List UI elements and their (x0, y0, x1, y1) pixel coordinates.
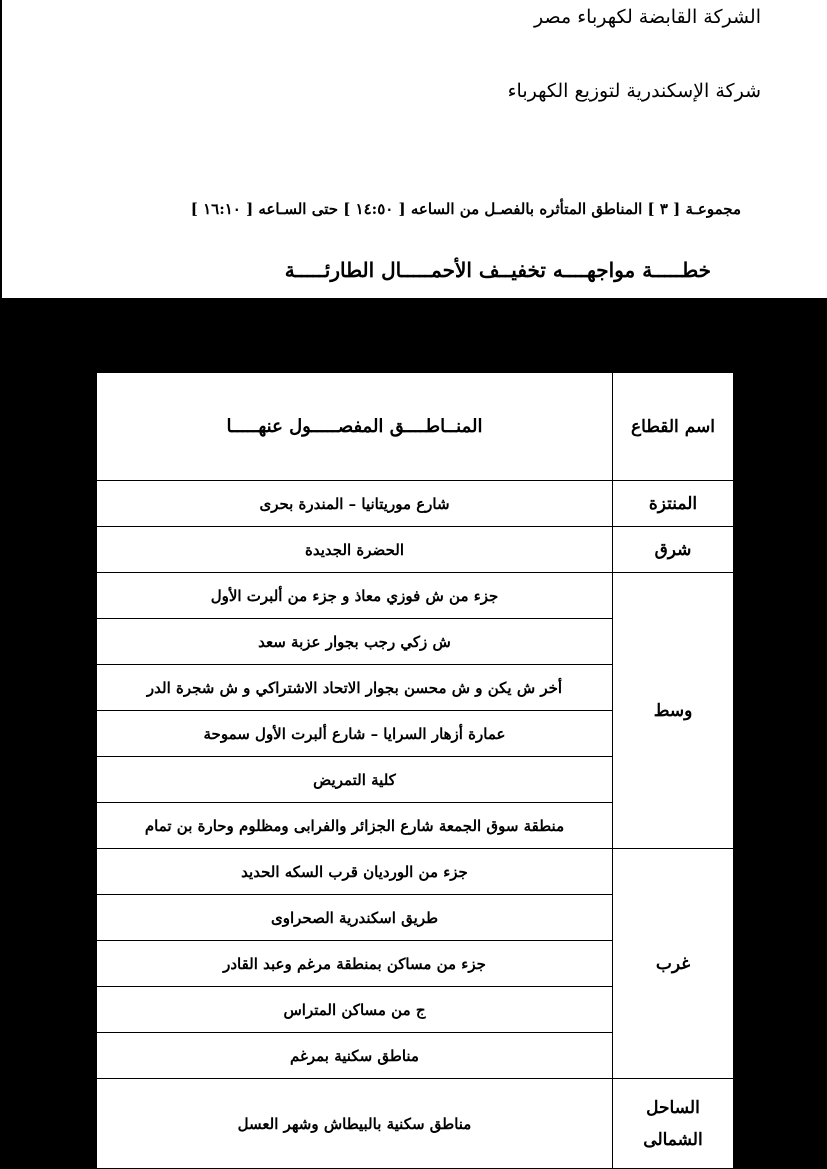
sector-east: شرق (613, 527, 734, 573)
company-name: الشركة القابضة لكهرباء مصر (534, 6, 761, 28)
area-cell: مناطق سكنية بالبيطاش وشهر العسل (97, 1079, 613, 1169)
area-cell: ش زكي رجب بجوار عزبة سعد (97, 619, 613, 665)
area-cell: الحضرة الجديدة (97, 527, 613, 573)
table-row (97, 573, 734, 619)
sector-column-header: اسم القطاع (613, 373, 734, 481)
sector-name-line2: الشمالى (643, 1129, 703, 1150)
table-row (97, 481, 734, 527)
table-row (97, 527, 734, 573)
areas-table-container (96, 372, 734, 1169)
branch-name: شركة الإسكندرية لتوزيع الكهرباء (507, 80, 761, 102)
sector-montaza: المنتزة (613, 481, 734, 527)
area-cell: مناطق سكنية بمرغم (97, 1033, 613, 1079)
areas-column-header: المنــاطــــق المفصـــــول عنهـــــا (97, 373, 613, 481)
area-cell: شارع موريتانيا – المندرة بحرى (97, 481, 613, 527)
plan-title: خطـــــة مواجهــــه تخفيــف الأحمـــــال الطارئـــــة (284, 258, 711, 282)
area-cell: جزء من ش فوزي معاذ و جزء من ألبرت الأول (97, 573, 613, 619)
area-cell: منطقة سوق الجمعة شارع الجزائر والفرابى ومظلوم وحارة بن تمام (97, 803, 613, 849)
area-cell: كلية التمريض (97, 757, 613, 803)
area-cell: جزء من الورديان قرب السكه الحديد (97, 849, 613, 895)
area-cell: عمارة أزهار السرايا – شارع ألبرت الأول سموحة (97, 711, 613, 757)
area-cell: طريق اسكندرية الصحراوى (97, 895, 613, 941)
table-header-row (97, 373, 734, 481)
area-cell: جزء من مساكن بمنطقة مرغم وعبد القادر (97, 941, 613, 987)
document-header (2, 0, 827, 298)
group-schedule-line: مجموعـة [ ٣ ] المناطق المتأثره بالفصـل من الساعه [ ١٤:٥٠ ] حتى السـاعه [ ١٦:١٠ ] (190, 200, 741, 218)
area-cell: أخر ش يكن و ش محسن بجوار الاتحاد الاشتراكي و ش شجرة الدر (97, 665, 613, 711)
sector-middle: وسط (613, 573, 734, 849)
sector-north-coast (613, 1079, 734, 1169)
sector-west: غرب (613, 849, 734, 1079)
area-cell: ج من مساكن المتراس (97, 987, 613, 1033)
table-row (97, 1079, 734, 1169)
sector-name-line1: الساحل (646, 1097, 700, 1118)
table-row (97, 849, 734, 895)
areas-table (96, 372, 734, 1169)
